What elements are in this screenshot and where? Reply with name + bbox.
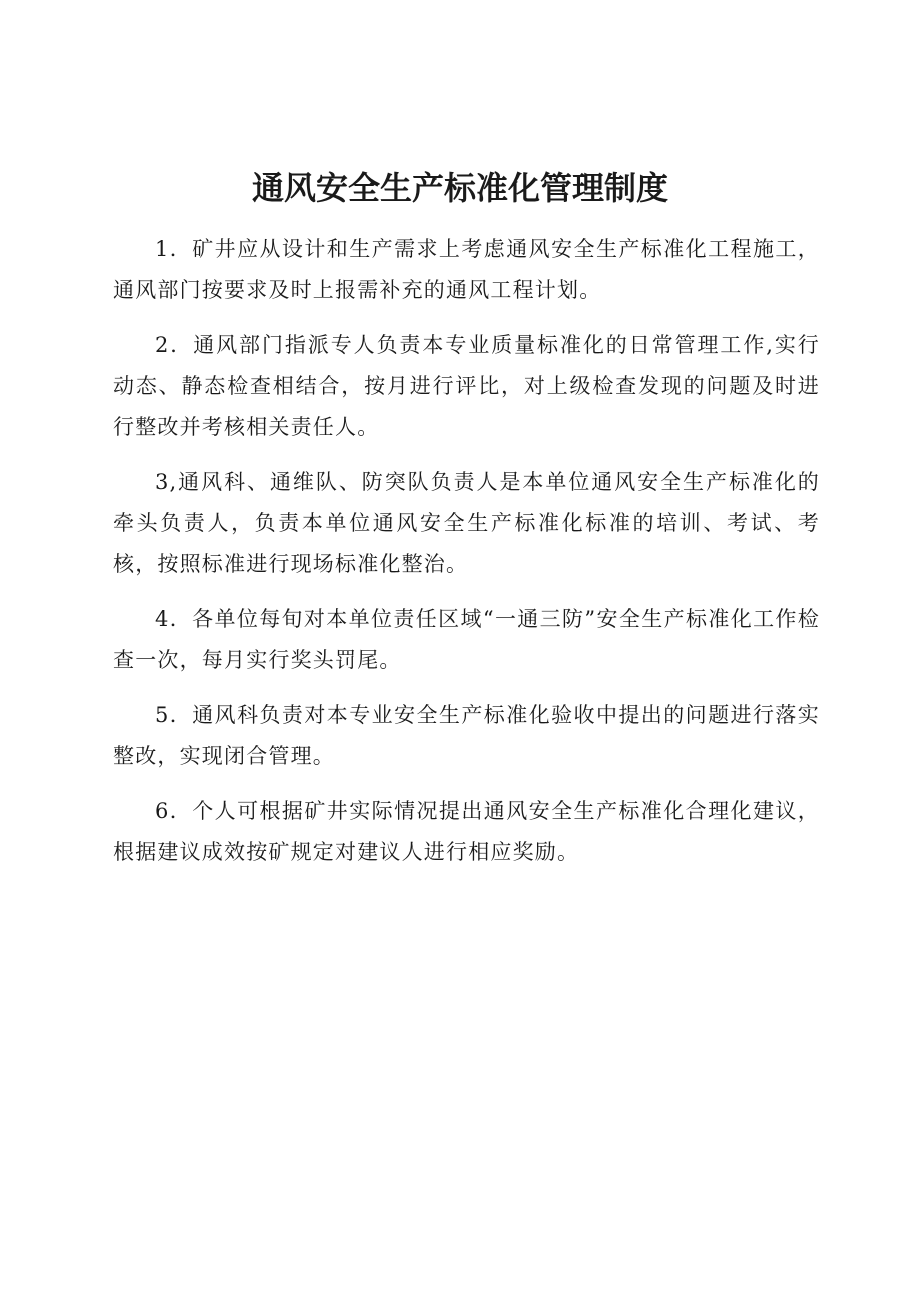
- document-body: [113, 229, 820, 887]
- paragraph-4: 4．各单位每旬对本单位责任区域“一通三防”安全生产标准化工作检查一次，每月实行奖头罚尾。: [113, 607, 820, 672]
- paragraph-1: 1．矿井应从设计和生产需求上考虑通风安全生产标准化工程施工，通风部门按要求及时上报需补充的通风工程计划。: [113, 237, 820, 302]
- paragraph-5: 5．通风科负责对本专业安全生产标准化验收中提出的问题进行落实整改，实现闭合管理。: [113, 703, 820, 768]
- paragraph-2: 2．通风部门指派专人负责本专业质量标准化的日常管理工作,实行动态、静态检查相结合，按月进行评比，对上级检查发现的问题及时进行整改并考核相关责任人。: [113, 333, 820, 439]
- document-title: 通风安全生产标准化管理制度: [251, 169, 668, 207]
- paragraph-6: 6．个人可根据矿井实际情况提出通风安全生产标准化合理化建议，根据建议成效按矿规定对建议人进行相应奖励。: [113, 799, 820, 864]
- paragraph-3: 3,通风科、通维队、防突队负责人是本单位通风安全生产标准化的牵头负责人，负责本单位通风安全生产标准化标准的培训、考试、考核，按照标准进行现场标准化整治。: [113, 470, 820, 576]
